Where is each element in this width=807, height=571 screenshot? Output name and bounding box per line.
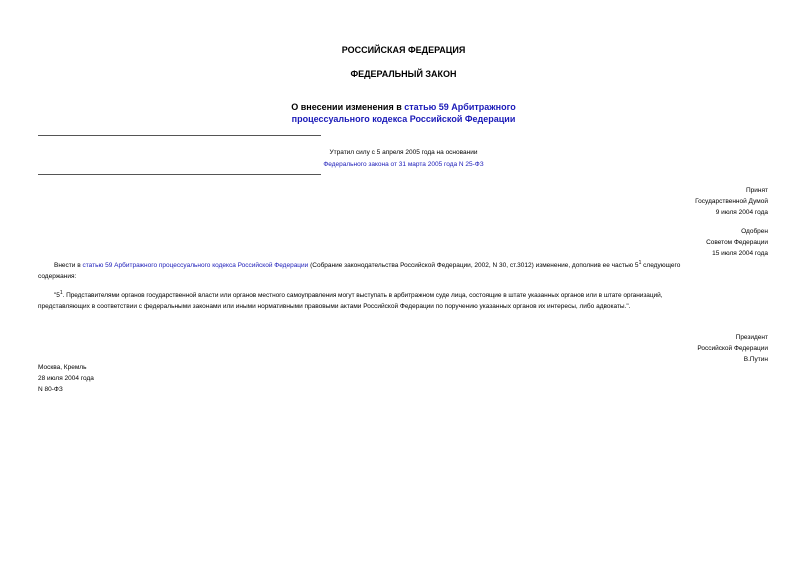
adopted-block — [695, 185, 768, 218]
quote-paragraph — [38, 288, 768, 312]
notice-top-divider — [38, 135, 321, 136]
repeal-notice-text: Утратил силу с 5 апреля 2005 года на основании — [329, 149, 478, 156]
adopted-body: Государственной Думой — [695, 198, 768, 205]
law-title — [0, 101, 807, 125]
title-article-link[interactable]: статью 59 Арбитражного — [404, 102, 516, 112]
title-prefix: О внесении изменения в — [291, 102, 405, 112]
approved-block — [706, 226, 768, 259]
footer-date: 28 июля 2004 года — [38, 375, 94, 382]
footer-place: Москва, Кремль — [38, 364, 87, 371]
article-paragraph — [38, 258, 767, 282]
signature-block — [697, 332, 768, 365]
quote-line-2: представляющих в соответствии с федеральными законами или иными нормативными правовыми актами Российской Федерации по поручению указанных органов их интересы, либо адвокаты.". — [38, 303, 631, 311]
notice-bottom-divider — [38, 174, 321, 175]
header-federation: РОССИЙСКАЯ ФЕДЕРАЦИЯ — [341, 45, 466, 55]
approved-label: Одобрен — [741, 228, 768, 235]
article-line-2: содержания: — [38, 273, 77, 281]
quote-sup: 1 — [59, 290, 63, 296]
adopted-date: 9 июля 2004 года — [715, 209, 768, 216]
article-rest-1: (Собрание законодательства Российской Федерации, 2002, N 30, ст.3012) изменение, дополнив ее частью 5 — [308, 262, 639, 270]
quote-line-1 — [38, 288, 768, 301]
article-line-1 — [38, 258, 767, 271]
quote-start: "5 — [54, 292, 60, 300]
signature-name: В.Путин — [743, 356, 768, 363]
article-rest-2: следующего — [641, 262, 681, 270]
quote-rest-1: . Представителями органов государственной власти или органов местного самоуправления могут выступать в арбитражном суде лица, состоящие в штате указанных органов или в штате организаций, — [62, 292, 663, 300]
adopted-label: Принят — [745, 187, 768, 194]
approved-body: Советом Федерации — [706, 239, 768, 246]
signature-title: Президент — [735, 334, 768, 341]
footer-block — [38, 362, 94, 395]
header-law-type: ФЕДЕРАЛЬНЫЙ ЗАКОН — [350, 69, 457, 79]
article-code-link[interactable]: статью 59 Арбитражного процессуального кодекса Российской Федерации — [82, 262, 309, 270]
repeal-notice-link[interactable]: Федерального закона от 31 марта 2005 года N 25-ФЗ — [323, 161, 484, 168]
signature-body: Российской Федерации — [697, 345, 768, 352]
approved-date: 15 июля 2004 года — [712, 250, 768, 257]
article-lead: Внести в — [54, 262, 83, 270]
title-code-link[interactable]: процессуального кодекса Российской Федерации — [291, 114, 516, 124]
repeal-notice — [0, 147, 807, 171]
article-sup: 1 — [638, 260, 642, 266]
footer-number: N 80-ФЗ — [38, 386, 63, 393]
